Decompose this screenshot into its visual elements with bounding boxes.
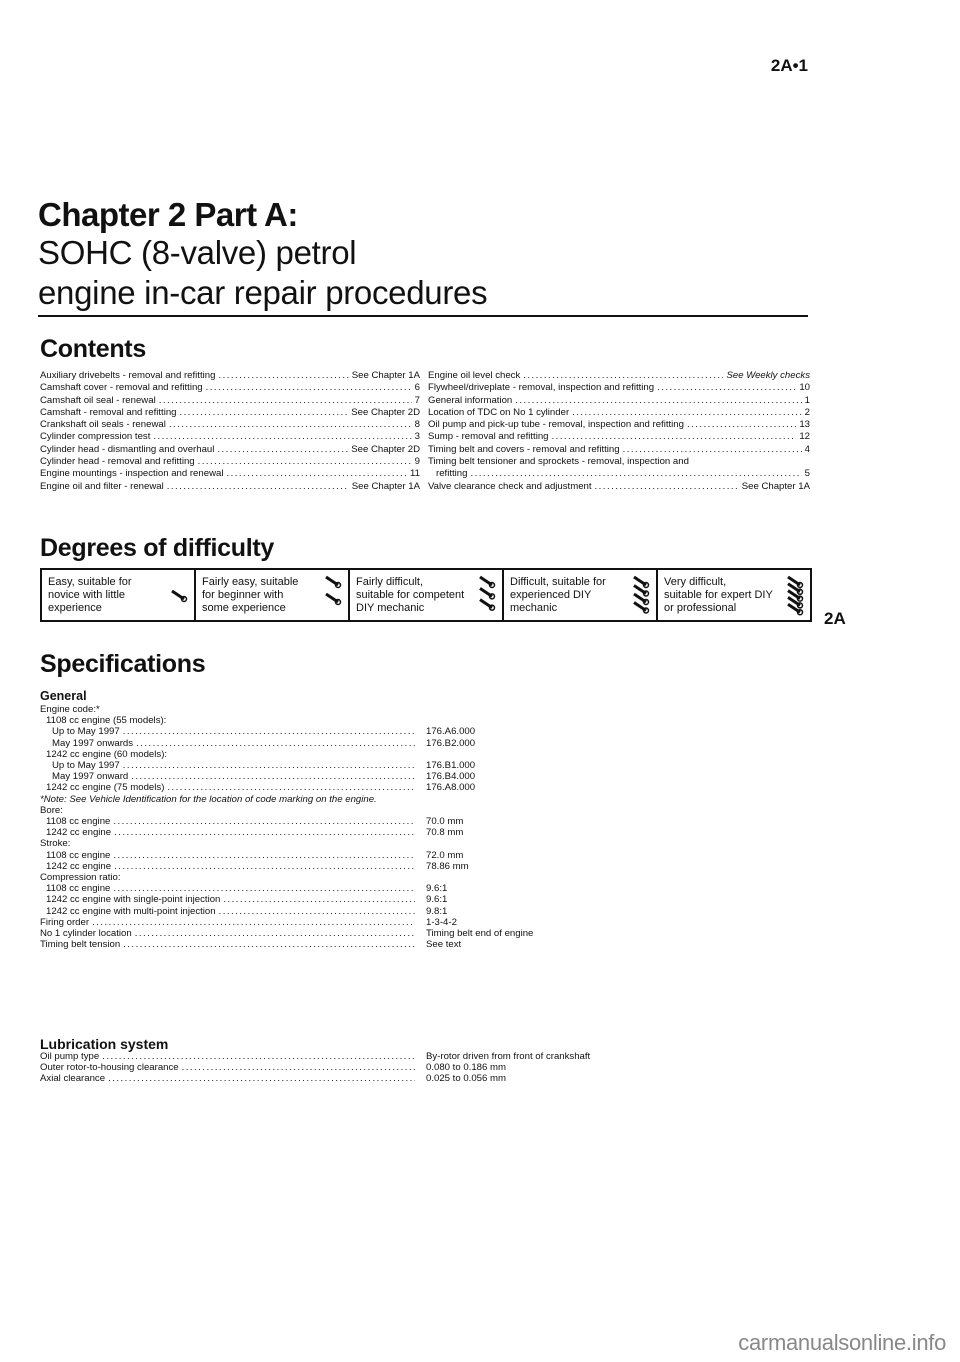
toc-label: Flywheel/driveplate - removal, inspection and refitting	[428, 382, 655, 394]
spec-value: Timing belt end of engine	[426, 928, 534, 940]
spec-label-wrap	[40, 771, 418, 782]
difficulty-description	[356, 576, 476, 615]
toc-label: Camshaft oil seal - renewal	[40, 394, 156, 406]
toc-ref: 1	[804, 394, 810, 406]
spec-label-wrap	[40, 782, 418, 793]
spec-label: No 1 cylinder location	[40, 928, 132, 940]
toc-row	[40, 370, 420, 382]
spec-label-wrap	[40, 906, 418, 917]
spec-value: 0.025 to 0.056 mm	[426, 1073, 506, 1085]
difficulty-text-line: DIY mechanic	[356, 601, 425, 614]
toc-leader-dots	[595, 481, 739, 493]
difficulty-text-line: novice with little	[48, 588, 126, 601]
spec-label-wrap	[40, 917, 418, 928]
spec-row	[40, 794, 680, 805]
spec-label-wrap	[40, 816, 418, 827]
toc-label: Engine oil level check	[428, 370, 521, 381]
spec-label-wrap	[40, 928, 418, 939]
contents-list-left	[40, 370, 420, 493]
difficulty-level-2	[196, 570, 350, 620]
specifications-heading: Specifications	[40, 650, 206, 678]
spec-label: 1242 cc engine	[46, 860, 112, 872]
toc-row	[40, 382, 420, 394]
toc-ref: 9	[414, 456, 420, 468]
spec-label-wrap	[40, 794, 377, 805]
toc-row	[428, 456, 810, 468]
spec-row	[40, 850, 680, 861]
spec-label: Up to May 1997	[52, 726, 120, 738]
spec-label: Outer rotor-to-housing clearance	[40, 1062, 179, 1074]
toc-leader-dots	[153, 431, 411, 443]
general-subheading: General	[40, 689, 87, 703]
spec-leader-dots	[113, 883, 415, 894]
toc-row	[428, 370, 810, 382]
toc-leader-dots	[169, 419, 412, 431]
spec-label: Stroke:	[40, 838, 71, 850]
page-number: 2A•1	[770, 56, 808, 75]
toc-row	[428, 407, 810, 419]
difficulty-description	[202, 576, 322, 615]
toc-label: Auxiliary drivebelts - removal and refitting	[40, 370, 216, 381]
spec-label-wrap	[40, 1051, 418, 1062]
spec-label-wrap	[40, 715, 418, 726]
spec-row	[40, 771, 680, 782]
spec-row	[40, 749, 680, 760]
spec-value: 176.A8.000	[426, 782, 476, 794]
toc-leader-dots	[687, 419, 796, 431]
spec-label: Up to May 1997	[52, 760, 120, 772]
spec-value: 9.6:1	[426, 883, 448, 895]
spec-leader-dots	[182, 1062, 415, 1073]
toc-label: Location of TDC on No 1 cylinder	[428, 406, 570, 418]
toc-row	[40, 444, 420, 456]
toc-leader-dots	[198, 456, 412, 468]
difficulty-text-line: Easy, suitable for	[48, 575, 132, 588]
spec-leader-dots	[123, 726, 415, 737]
toc-row	[40, 407, 420, 419]
toc-ref: 12	[799, 431, 810, 443]
toc-label: Sump - removal and refitting	[428, 431, 549, 443]
toc-row	[40, 419, 420, 431]
spec-value: 9.8:1	[426, 905, 448, 917]
spec-row	[40, 827, 680, 838]
spec-label-wrap	[40, 726, 418, 737]
difficulty-level-4	[504, 570, 658, 620]
spec-label-wrap	[40, 850, 418, 861]
spec-leader-dots	[219, 906, 415, 917]
spec-leader-dots	[108, 1073, 415, 1084]
spec-label-wrap	[40, 749, 418, 760]
spec-label: 1108 cc engine	[46, 883, 111, 895]
difficulty-text-line: or professional	[664, 601, 737, 614]
toc-row	[40, 456, 420, 468]
spec-row	[40, 1073, 680, 1084]
spec-row	[40, 805, 680, 816]
spec-value: 176.B4.000	[426, 771, 476, 783]
toc-row	[428, 481, 810, 493]
toc-label: Oil pump and pick-up tube - removal, inspection and refitting	[428, 419, 684, 431]
toc-ref: 8	[414, 419, 420, 431]
spec-leader-dots	[114, 827, 415, 838]
chapter-title: Chapter 2 Part A:	[38, 196, 298, 233]
spanner-icon	[168, 573, 188, 617]
spec-label-wrap	[40, 805, 418, 816]
spec-row	[40, 872, 680, 883]
toc-row	[40, 431, 420, 443]
spec-value: 72.0 mm	[426, 849, 464, 861]
spec-leader-dots	[102, 1051, 415, 1062]
toc-row	[40, 481, 420, 493]
spec-row	[40, 760, 680, 771]
spec-label: 1242 cc engine	[46, 827, 112, 839]
spec-label: 1242 cc engine with multi-point injection	[46, 905, 216, 917]
toc-ref: 5	[804, 468, 810, 480]
spanner-icon	[476, 573, 496, 617]
spec-row	[40, 1051, 680, 1062]
spec-value: 176.B2.000	[426, 737, 476, 749]
toc-leader-dots	[217, 444, 348, 456]
spec-leader-dots	[131, 771, 415, 782]
spec-value: See text	[426, 939, 462, 951]
toc-leader-dots	[470, 468, 801, 480]
spec-label: 1242 cc engine (60 models):	[46, 748, 168, 760]
spec-row	[40, 939, 680, 950]
spec-row	[40, 816, 680, 827]
spec-value: 70.8 mm	[426, 827, 464, 839]
toc-ref: See Chapter 1A	[351, 370, 420, 381]
toc-row	[428, 395, 810, 407]
difficulty-level-3	[350, 570, 504, 620]
toc-label: Camshaft cover - removal and refitting	[40, 382, 203, 394]
difficulty-heading: Degrees of difficulty	[40, 534, 275, 562]
toc-leader-dots	[572, 407, 802, 419]
title-rule	[38, 315, 808, 317]
spec-label-wrap	[40, 704, 418, 715]
spec-row	[40, 906, 680, 917]
toc-ref: 7	[414, 394, 420, 406]
spanner-icon	[322, 573, 342, 617]
spec-label: Engine code:*	[40, 704, 100, 715]
toc-ref: 6	[414, 382, 420, 394]
spec-label-wrap	[40, 1073, 418, 1084]
difficulty-text-line: Fairly easy, suitable	[202, 575, 299, 588]
spec-value: 0.080 to 0.186 mm	[426, 1062, 506, 1074]
spec-leader-dots	[123, 760, 415, 771]
difficulty-description	[510, 576, 630, 615]
toc-label: Engine mountings - inspection and renewal	[40, 468, 224, 480]
spec-label: Oil pump type	[40, 1051, 100, 1062]
spec-value: 1-3-4-2	[426, 916, 457, 928]
general-spec-list	[40, 704, 680, 950]
spec-label: *Note: See Vehicle Identification for the location of code marking on the engine.	[40, 793, 377, 805]
toc-leader-dots	[226, 468, 407, 480]
toc-label: Cylinder compression test	[40, 431, 151, 443]
difficulty-text-line: Fairly difficult,	[356, 575, 424, 588]
toc-leader-dots	[159, 395, 412, 407]
toc-label: refitting	[436, 468, 468, 480]
toc-ref: See Chapter 2D	[351, 443, 420, 455]
toc-label: Cylinder head - removal and refitting	[40, 456, 195, 468]
toc-label: Cylinder head - dismantling and overhaul	[40, 443, 215, 455]
toc-leader-dots	[657, 382, 796, 394]
spec-row	[40, 726, 680, 737]
spec-row	[40, 782, 680, 793]
spec-row	[40, 1062, 680, 1073]
spec-leader-dots	[113, 816, 415, 827]
lubrication-spec-list	[40, 1051, 680, 1085]
spec-row	[40, 928, 680, 939]
toc-ref: 11	[410, 468, 420, 480]
difficulty-text-line: some experience	[202, 601, 286, 614]
toc-leader-dots	[180, 407, 349, 419]
toc-ref: See Chapter 1A	[741, 480, 810, 492]
toc-leader-dots	[206, 382, 412, 394]
lubrication-subheading: Lubrication system	[40, 1036, 169, 1052]
toc-row	[428, 382, 810, 394]
toc-row	[40, 468, 420, 480]
spec-value: 78.86 mm	[426, 860, 469, 872]
spanner-icon	[784, 573, 804, 617]
spec-label-wrap	[40, 838, 418, 849]
difficulty-level-5	[658, 570, 810, 620]
toc-row	[428, 444, 810, 456]
difficulty-description	[48, 576, 168, 615]
chapter-subtitle-line1: SOHC (8-valve) petrol	[38, 234, 357, 271]
spec-row	[40, 738, 680, 749]
spec-value: 70.0 mm	[426, 816, 464, 828]
toc-row	[40, 395, 420, 407]
toc-label: Engine oil and filter - renewal	[40, 480, 164, 492]
toc-label: Valve clearance check and adjustment	[428, 480, 592, 492]
spec-leader-dots	[123, 939, 415, 950]
spec-label: Timing belt tension	[40, 939, 121, 951]
toc-label: Timing belt tensioner and sprockets - removal, inspection and	[428, 456, 689, 468]
spec-label: 1108 cc engine	[46, 816, 111, 828]
spec-label: 1242 cc engine with single-point injection	[46, 894, 221, 906]
difficulty-text-line: for beginner with	[202, 588, 284, 601]
spec-label-wrap	[40, 827, 418, 838]
toc-leader-dots	[623, 444, 802, 456]
spec-row	[40, 838, 680, 849]
toc-ref: 13	[799, 419, 810, 431]
spec-label-wrap	[40, 760, 418, 771]
spec-label: 1242 cc engine (75 models)	[46, 782, 165, 794]
spec-label: 1108 cc engine (55 models):	[46, 715, 167, 727]
toc-ref: See Weekly checks	[726, 370, 810, 381]
spec-label: Bore:	[40, 804, 63, 816]
difficulty-text-line: experienced DIY	[510, 588, 592, 601]
difficulty-text-line: Very difficult,	[664, 575, 727, 588]
spec-label-wrap	[40, 894, 418, 905]
spec-label-wrap	[40, 883, 418, 894]
spec-label: Axial clearance	[40, 1073, 106, 1085]
toc-leader-dots	[167, 481, 349, 493]
spec-leader-dots	[167, 782, 415, 793]
toc-leader-dots	[515, 395, 801, 407]
contents-heading: Contents	[40, 335, 146, 363]
spec-label: Compression ratio:	[40, 872, 121, 884]
spec-row	[40, 715, 680, 726]
spec-leader-dots	[113, 850, 415, 861]
toc-row	[428, 431, 810, 443]
contents-list-right	[428, 370, 810, 493]
spec-leader-dots	[223, 894, 415, 905]
spec-label: May 1997 onward	[52, 771, 129, 783]
toc-leader-dots	[523, 370, 723, 382]
spec-label-wrap	[40, 738, 418, 749]
watermark: carmanualsonline.info	[738, 1330, 946, 1355]
difficulty-table	[40, 568, 812, 622]
toc-label: Camshaft - removal and refitting	[40, 406, 177, 418]
spec-label-wrap	[40, 872, 418, 883]
toc-ref: 2	[804, 406, 810, 418]
spec-row	[40, 883, 680, 894]
spec-leader-dots	[136, 738, 415, 749]
toc-label: Timing belt and covers - removal and refitting	[428, 443, 620, 455]
spanner-icon	[630, 573, 650, 617]
difficulty-text-line: experience	[48, 601, 102, 614]
toc-ref: 3	[414, 431, 420, 443]
difficulty-description	[664, 576, 784, 615]
spec-label: 1108 cc engine	[46, 849, 111, 861]
toc-row	[428, 419, 810, 431]
section-side-tag: 2A	[824, 609, 846, 628]
spec-value: 176.A6.000	[426, 726, 476, 738]
spec-label: Firing order	[40, 916, 90, 928]
spec-value: By-rotor driven from front of crankshaft	[426, 1051, 591, 1062]
spec-row	[40, 861, 680, 872]
spec-label-wrap	[40, 861, 418, 872]
toc-row	[428, 468, 810, 480]
spec-leader-dots	[135, 928, 415, 939]
difficulty-text-line: Difficult, suitable for	[510, 575, 606, 588]
toc-leader-dots	[218, 370, 348, 382]
chapter-subtitle-line2: engine in-car repair procedures	[38, 274, 488, 311]
toc-ref: 4	[804, 443, 810, 455]
toc-label: General information	[428, 394, 513, 406]
toc-label: Crankshaft oil seals - renewal	[40, 419, 166, 431]
spec-row	[40, 917, 680, 928]
spec-value: 9.6:1	[426, 894, 448, 906]
toc-ref: 10	[799, 382, 810, 394]
spec-value: 176.B1.000	[426, 760, 476, 772]
toc-ref: See Chapter 1A	[351, 480, 420, 492]
spec-label: May 1997 onwards	[52, 737, 134, 749]
spec-leader-dots	[92, 917, 415, 928]
toc-leader-dots	[552, 431, 797, 443]
difficulty-level-1	[42, 570, 196, 620]
difficulty-text-line: mechanic	[510, 601, 558, 614]
difficulty-text-line: suitable for expert DIY	[664, 588, 773, 601]
spec-row	[40, 704, 680, 715]
spec-label-wrap	[40, 939, 418, 950]
spec-leader-dots	[114, 861, 415, 872]
spec-label-wrap	[40, 1062, 418, 1073]
spec-row	[40, 894, 680, 905]
difficulty-text-line: suitable for competent	[356, 588, 465, 601]
toc-ref: See Chapter 2D	[351, 406, 420, 418]
